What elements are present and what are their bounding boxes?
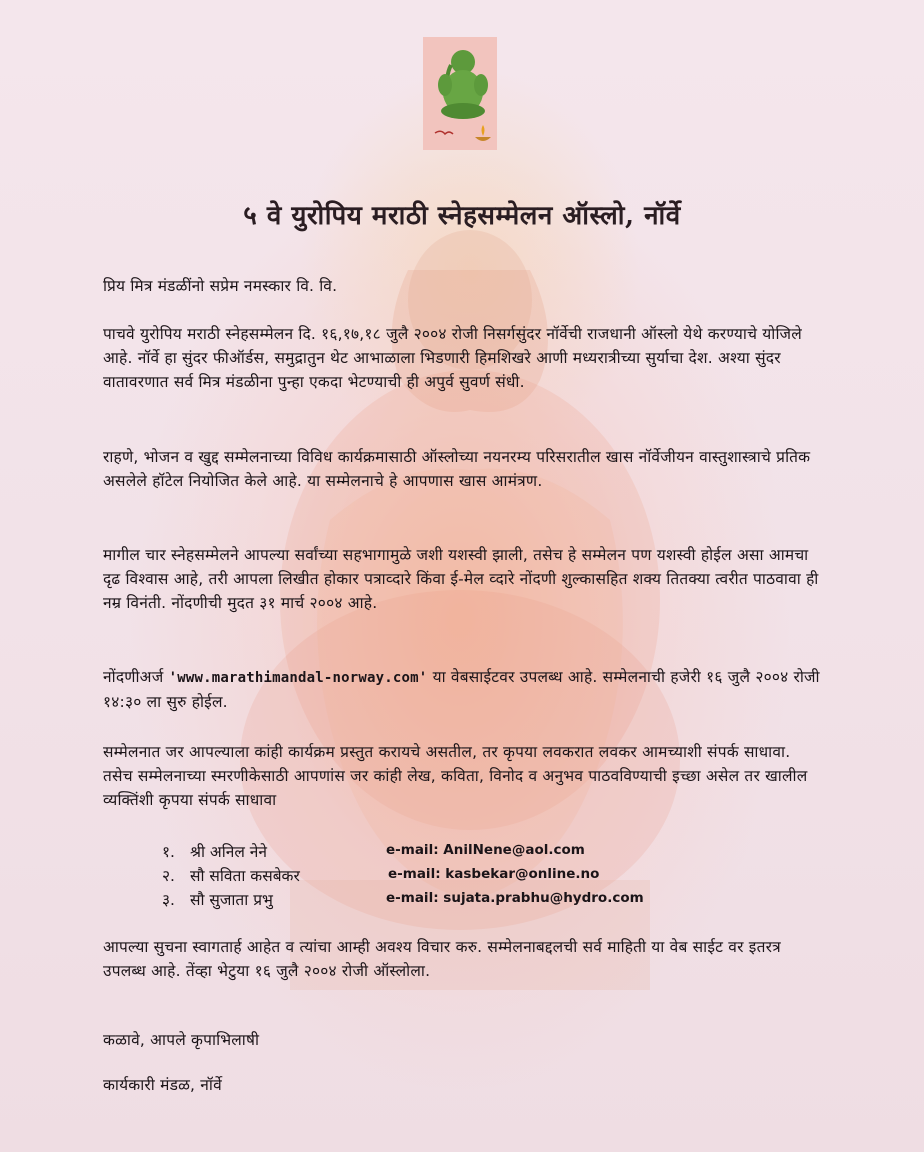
website-text: या वेबसाईटवर उपलब्ध आहे. सम्मेलनाची हजेरी १६ जुलै २००४ रोजी १४:३० ला सुरु होईल. — [103, 668, 820, 711]
email-label: e-mail: — [388, 866, 441, 882]
email-address[interactable]: sujata.prabhu@hydro.com — [443, 890, 644, 906]
email-label: e-mail: — [386, 890, 439, 906]
signature: कार्यकारी मंडळ, नॉर्वे — [103, 1076, 222, 1094]
contact-row — [162, 888, 762, 912]
email-address[interactable]: AnilNene@aol.com — [443, 842, 585, 858]
page-title: ५ वे युरोपिय मराठी स्नेहसम्मेलन ऑस्लो, नॉर्वे — [243, 201, 681, 231]
contact-row — [162, 840, 762, 864]
closing-line: कळावे, आपले कृपाभिलाषी — [103, 1031, 260, 1049]
website-link[interactable]: 'www.marathimandal-norway.com' — [168, 670, 428, 686]
greeting: प्रिय मित्र मंडळींनो सप्रेम नमस्कार वि. वि. — [103, 277, 338, 295]
contact-name: श्री अनिल नेने — [190, 843, 268, 861]
paragraph-accommodation: राहणे, भोजन व खुद्द सम्मेलनाच्या विविध कार्यक्रमासाठी ऑस्लोच्या नयनरम्य परिसरातील खास नॉर्वेजीयन वास्तुशास्त्राचे प्रतिक असलेले हॉटेल नियोजित केले आहे. या सम्मेलनाचे हे आपणास खास आमंत्रण. — [103, 448, 811, 490]
contact-number: ३. — [162, 891, 175, 909]
contact-email[interactable] — [388, 866, 599, 882]
contact-number: १. — [162, 843, 175, 861]
paragraph-intro: पाचवे युरोपिय मराठी स्नेहसम्मेलन दि. १६,१७,१८ जुलै २००४ रोजी निसर्गसुंदर नॉर्वेची राजधानी ऑस्लो येथे करण्याचे योजिले आहे. नॉर्वे हा सुंदर फीऑर्डस, समुद्रातुन थेट आभाळाला भिडणारी हिमशिखरे आणी मध्यरात्रीच्या सुर्याचा देश. अश्या सुंदर वातावरणात सर्व मित्र मंडळीना पुन्हा एकदा भेटण्याची ही अपुर्व सुवर्ण संधी. — [103, 325, 802, 391]
paragraph-registration: मागील चार स्नेहसम्मेलने आपल्या सर्वांच्या सहभागामुळे जशी यशस्वी झाली, तसेच हे सम्मेलन पण यशस्वी होईल असा आमचा दृढ विश्वास आहे, तरी आपला लिखीत होकार पत्राव्दारे किंवा ई-मेल व्दारे नोंदणी शुल्कासहित शक्य तितक्या त्वरीत पाठवावा ही नम्र विनंती. नोंदणीची मुदत ३१ मार्च २००४ आहे. — [103, 546, 819, 612]
contact-email[interactable] — [386, 890, 644, 906]
contact-row — [162, 864, 762, 888]
paragraph-suggestions: आपल्या सुचना स्वागतार्ह आहेत व त्यांचा आम्ही अवश्य विचार करु. सम्मेलनाबद्दलची सर्व माहिती या वेब साईट वर इतरत्र उपलब्ध आहे. तेंव्हा भेटुया १६ जुलै २००४ रोजी ऑस्लोला. — [103, 938, 781, 980]
contact-number: २. — [162, 867, 175, 885]
paragraph-website — [103, 665, 823, 714]
ganesha-logo-icon — [423, 37, 497, 150]
registration-form-label: नोंदणीअर्ज — [103, 668, 164, 686]
contact-email[interactable] — [386, 842, 585, 858]
email-label: e-mail: — [386, 842, 439, 858]
contact-name: सौ सविता कसबेकर — [190, 867, 300, 885]
paragraph-contributions: सम्मेलनात जर आपल्याला कांही कार्यक्रम प्रस्तुत करायचे असतील, तर कृपया लवकरात लवकर आमच्याशी संपर्क साधावा. तसेच सम्मेलनाच्या स्मरणीकेसाठी आपणांस जर कांही लेख, कविता, विनोद व अनुभव पाठवविण्याची इच्छा असेल तर खालील व्यक्तिंशी कृपया संपर्क साधावा — [103, 743, 808, 809]
ganesha-logo — [423, 37, 497, 150]
contact-name: सौ सुजाता प्रभु — [190, 891, 273, 909]
email-address[interactable]: kasbekar@online.no — [445, 866, 600, 882]
